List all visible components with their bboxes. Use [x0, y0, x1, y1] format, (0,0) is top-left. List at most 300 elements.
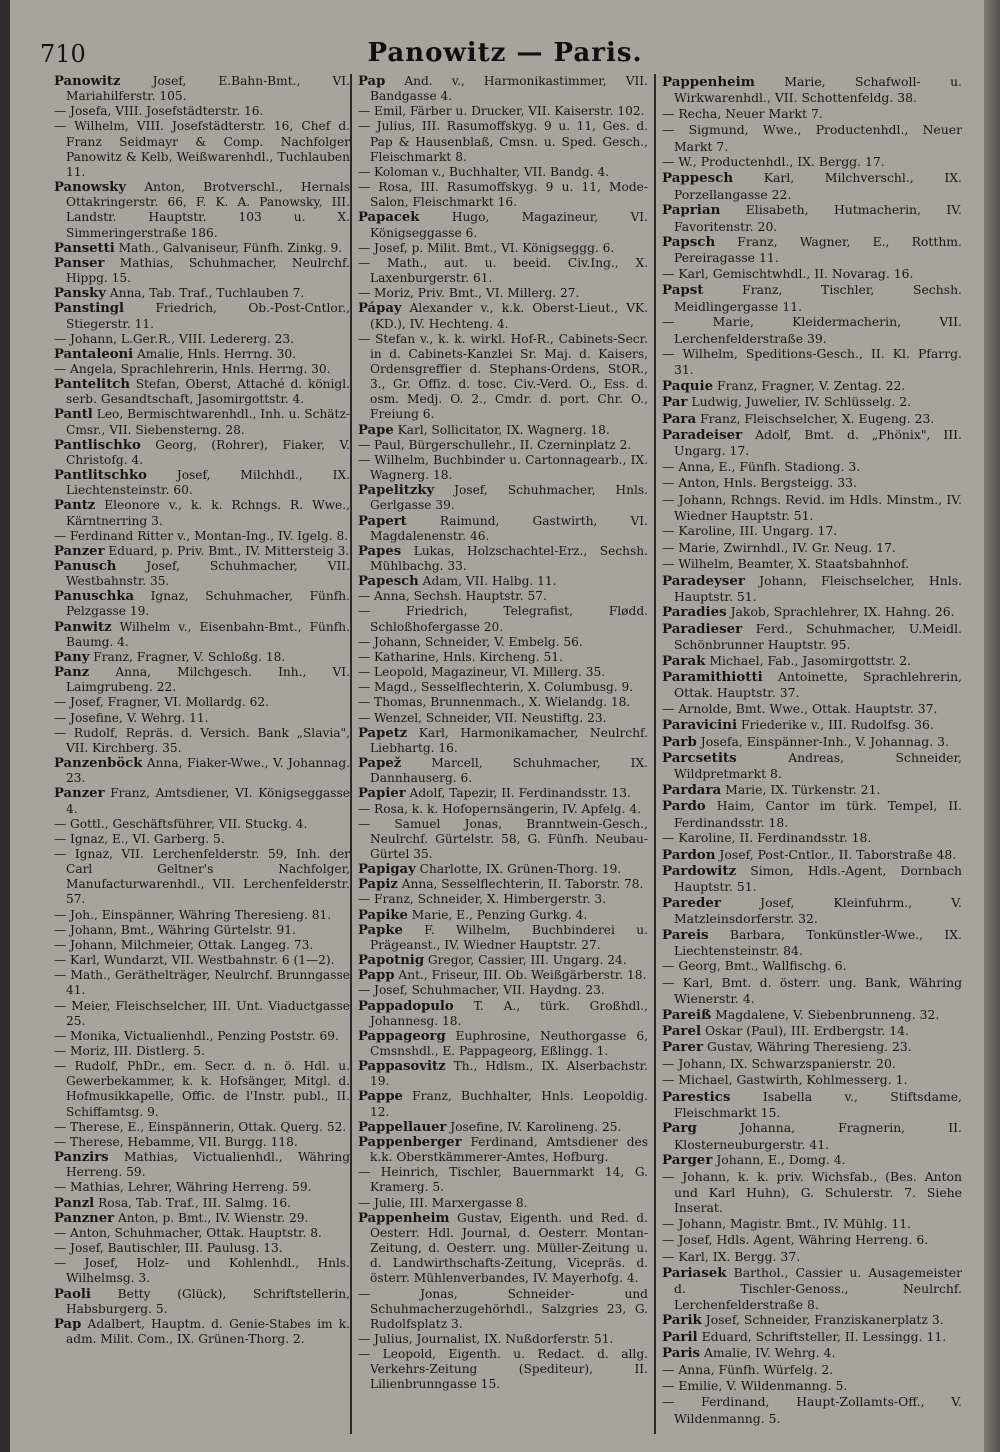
entry-details: Franz, Amtsdiener, VI. Königseggasse 4.: [66, 786, 350, 816]
entry-details: Marcell, Schuhmacher, IX. Dannhauserg. 6.: [370, 756, 648, 786]
entry-surname: Parer: [662, 1039, 704, 1056]
directory-entry: [54, 438, 350, 468]
directory-entry: [54, 726, 350, 756]
directory-entry: [358, 286, 648, 301]
entry-details: — Johann, L.Ger.R., VIII. Ledererg. 23.: [54, 331, 295, 346]
directory-entry: [54, 286, 350, 301]
entry-details: — Michael, Gastwirth, Kohlmesserg. 1.: [662, 1072, 908, 1088]
entry-details: Adolf, Tapezir, II. Ferdinandsstr. 13.: [405, 786, 631, 801]
directory-entry: [662, 1023, 962, 1039]
entry-details: Franz, Fragner, V. Schloßg. 18.: [89, 649, 286, 664]
directory-entry: [662, 266, 962, 282]
directory-entry: [662, 975, 962, 1007]
directory-entry: [54, 756, 350, 786]
entry-details: Barthol., Cassier u. Ausagemeister d. Tischler-Genoss., Neulrchf. Lerchenfelderstraße 8.: [674, 1265, 962, 1312]
entry-details: Josef, Kleinfuhrm., V. Matzleinsdorferstr. 32.: [674, 894, 962, 927]
entry-details: And. v., Harmonikastimmer, VII. Bandgasse 4.: [370, 74, 648, 104]
entry-surname: Panowitz: [54, 74, 121, 89]
directory-entry: [358, 483, 648, 513]
entry-details: Adolf, Bmt. d. „Phönix", III. Ungarg. 17.: [674, 426, 962, 459]
entry-surname: Pardowitz: [662, 862, 737, 879]
directory-entry: [662, 669, 962, 701]
entry-surname: Papike: [358, 907, 408, 923]
directory-entry: [662, 394, 962, 410]
directory-entry: [662, 798, 962, 830]
directory-entry: [358, 256, 648, 286]
entry-details: — Angela, Sprachlehrerin, Hnls. Herrng. 30.: [54, 361, 331, 376]
directory-entry: [54, 786, 350, 816]
entry-surname: Papes: [358, 543, 402, 559]
directory-entry: [358, 104, 648, 119]
entry-details: — Sigmund, Wwe., Productenhdl., Neuer Markt 7.: [662, 122, 962, 154]
entry-surname: Panwitz: [54, 619, 112, 635]
entry-details: Amalie, IV. Wehrg. 4.: [700, 1345, 836, 1361]
directory-entry: [358, 1029, 648, 1059]
entry-surname: Paris: [662, 1345, 701, 1362]
entry-surname: Pantlitschko: [54, 468, 147, 484]
directory-entry: [358, 680, 648, 695]
entry-details: Josefa, Einspänner-Inh., V. Johannag. 3.: [696, 733, 949, 749]
entry-details: Ludwig, Juwelier, IV. Schlüsselg. 2.: [687, 394, 912, 410]
directory-entry: [54, 1196, 350, 1211]
entry-details: — Karl, Wundarzt, VII. Westbahnstr. 6 (1—2).: [54, 953, 335, 968]
entry-surname: Panusch: [54, 559, 117, 574]
entry-details: Magdalene, V. Siebenbrunneng. 32.: [711, 1006, 940, 1022]
directory-entry: [662, 1329, 962, 1345]
entry-details: Marie, IX. Türkenstr. 21.: [721, 781, 881, 797]
entry-details: — Emil, Färber u. Drucker, VII. Kaiserstr. 102.: [358, 104, 645, 119]
directory-entry: [358, 650, 648, 665]
entry-details: Anton, Brotverschl., Hernals Ottakringerstr. 66, F. K. A. Panowsky, III. Landstr. Hauptstr. 103 u. X. Simmeringerstraße 186.: [66, 180, 350, 240]
directory-entry: [662, 1312, 962, 1328]
entry-details: Adam, VII. Halbg. 11.: [418, 574, 557, 589]
entry-surname: Papacek: [358, 210, 420, 226]
directory-entry: [358, 74, 648, 104]
entry-details: Franz, Tischler, Sechsh. Meidlingergasse 11.: [674, 282, 962, 314]
entry-details: Simon, Hdls.-Agent, Dornbach Hauptstr. 51.: [674, 862, 962, 895]
entry-details: — Moriz, Priv. Bmt., VI. Millerg. 27.: [358, 286, 580, 301]
entry-details: — W., Productenhdl., IX. Bergg. 17.: [662, 154, 885, 170]
directory-entry: [54, 650, 350, 665]
directory-entry: [662, 1394, 962, 1426]
entry-details: — Marie, Kleidermacherin, VII. Lerchenfelderstraße 39.: [662, 314, 962, 346]
entry-surname: Pariasek: [662, 1265, 727, 1282]
directory-entry: [662, 540, 962, 556]
entry-surname: Pappellauer: [358, 1119, 447, 1135]
directory-entry: [54, 908, 350, 923]
directory-entry: [358, 438, 648, 453]
entry-details: F. Wilhelm, Buchbinderei u. Prägeanst., IV. Wiedner Hauptstr. 27.: [370, 922, 648, 952]
entry-details: Jakob, Sprachlehrer, IX. Hahng. 26.: [726, 604, 955, 620]
entry-details: Wilhelm v., Eisenbahn-Bmt., Fünfh. Baumg. 4.: [66, 619, 350, 649]
directory-entry: [662, 604, 962, 620]
entry-details: — Jonas, Schneider- und Schuhmacherzugehörhdl., Salzgries 23, G. Rudolfsplatz 3.: [358, 1286, 648, 1331]
entry-details: — Koloman v., Buchhalter, VII. Bandg. 4.: [358, 164, 610, 179]
entry-details: — Johann, k. k. priv. Wichsfab., (Bes. Anton und Karl Huhn), G. Schulerstr. 7. Siehe Inserat.: [662, 1168, 962, 1216]
directory-entry: [358, 332, 648, 423]
directory-entry: [358, 756, 648, 786]
entry-details: Anna, Sesselflechterin, II. Taborstr. 78.: [397, 877, 644, 892]
directory-entry: [662, 1216, 962, 1232]
column-right: [654, 74, 962, 1434]
entry-details: Oskar (Paul), III. Erdbergstr. 14.: [701, 1022, 909, 1038]
directory-entry: [662, 1072, 962, 1088]
directory-entry: [358, 999, 648, 1029]
entry-details: — Marie, Zwirnhdl., IV. Gr. Neug. 17.: [662, 539, 896, 555]
directory-entry: [358, 983, 648, 998]
entry-surname: Paradeiser: [662, 426, 743, 443]
entry-details: Anna, Tab. Traf., Tuchlauben 7.: [105, 286, 305, 301]
entry-details: — Mathias, Lehrer, Währing Herreng. 59.: [54, 1180, 312, 1195]
entry-surname: Pappenheim: [358, 1210, 450, 1226]
entry-details: Isabella v., Stiftsdame, Fleischmarkt 15.: [674, 1088, 962, 1120]
entry-details: — Josef, Holz- und Kohlenhdl., Hnls. Wilhelmsg. 3.: [54, 1256, 350, 1286]
directory-entry: [54, 1256, 350, 1286]
directory-entry: [54, 1211, 350, 1226]
entry-surname: Pardara: [662, 781, 722, 798]
entry-surname: Parestics: [662, 1088, 731, 1105]
entry-surname: Panzner: [54, 1210, 115, 1226]
directory-entry: [358, 892, 648, 907]
entry-details: — Ignaz, VII. Lerchenfelderstr. 59, Inh. der Carl Geltner's Nachfolger, Manufacturwarenhdl., VII. Lerchenfelderstr. 57.: [54, 846, 350, 907]
directory-entry: [358, 1165, 648, 1195]
directory-entry: [358, 574, 648, 589]
directory-entry: [662, 717, 962, 733]
directory-entry: [662, 782, 962, 798]
entry-surname: Pap: [54, 1316, 82, 1332]
entry-details: — Wilhelm, Beamter, X. Staatsbahnhof.: [662, 556, 910, 572]
entry-surname: Parik: [662, 1312, 702, 1329]
directory-entry: [662, 927, 962, 959]
entry-details: Ferd., Schuhmacher, U.Meidl. Schönbrunner Hauptstr. 95.: [674, 620, 962, 653]
entry-details: — Josefa, VIII. Josefstädterstr. 16.: [54, 104, 264, 119]
entry-surname: Panstingl: [54, 301, 125, 317]
entry-details: — Therese, E., Einspännerin, Ottak. Querg. 52.: [54, 1119, 347, 1134]
entry-surname: Parcsetits: [662, 750, 737, 767]
entry-details: — Anna, Fünfh. Würfelg. 2.: [662, 1361, 834, 1377]
directory-entry: [54, 695, 350, 710]
entry-details: Barbara, Tonkünstler-Wwe., IX. Liechtensteinstr. 84.: [674, 926, 962, 958]
directory-entry: [54, 1029, 350, 1044]
entry-surname: Panzenböck: [54, 756, 143, 772]
entry-details: — Karoline, III. Ungarg. 17.: [662, 523, 838, 539]
entry-surname: Parb: [662, 733, 697, 750]
directory-entry: [358, 923, 648, 953]
directory-entry: [54, 256, 350, 286]
entry-surname: Pappadopulo: [358, 998, 454, 1014]
entry-surname: Pareiß: [662, 1006, 712, 1023]
entry-surname: Papotnig: [358, 953, 425, 969]
page-header: [40, 36, 970, 76]
directory-entry: [54, 74, 350, 104]
entry-details: Marie, Schafwoll- u. Wirkwarenhdl., VII. Schottenfeldg. 38.: [674, 74, 962, 106]
directory-entry: [54, 847, 350, 908]
directory-entry: [662, 1345, 962, 1361]
entry-details: — Julie, III. Marxergasse 8.: [358, 1195, 528, 1210]
directory-entry: [358, 953, 648, 968]
entry-details: Ignaz, Schuhmacher, Fünfh. Pelzgasse 19.: [66, 589, 350, 619]
entry-surname: Paradeyser: [662, 572, 745, 589]
entry-surname: Papsch: [662, 234, 716, 251]
entry-details: Hugo, Magazineur, VI. Königseggasse 6.: [370, 210, 648, 240]
directory-entry: [662, 459, 962, 475]
entry-details: Math., Galvaniseur, Fünfh. Zinkg. 9.: [114, 240, 343, 255]
entry-details: Josef, E.Bahn-Bmt., VI. Mariahilferstr. 105.: [66, 74, 350, 104]
directory-entry: [662, 1378, 962, 1394]
directory-entry: [662, 346, 962, 378]
directory-entry: [358, 1089, 648, 1119]
entry-surname: Paquie: [662, 377, 714, 394]
directory-entry: [662, 427, 962, 459]
entry-surname: Paprian: [662, 202, 721, 219]
directory-entry: [662, 701, 962, 717]
directory-entry: [54, 968, 350, 998]
directory-entry: [54, 665, 350, 695]
entry-surname: Pantelitch: [54, 377, 130, 393]
directory-entry: [54, 1059, 350, 1120]
entry-surname: Paoli: [54, 1286, 91, 1302]
entry-details: — Katharine, Hnls. Kircheng. 51.: [358, 649, 563, 664]
directory-entry: [662, 122, 962, 154]
directory-entry: [54, 1120, 350, 1135]
directory-entry: [358, 1211, 648, 1287]
directory-entry: [358, 695, 648, 710]
directory-entry: [662, 1089, 962, 1121]
entry-surname: Paravicini: [662, 717, 738, 734]
entry-details: Marie, E., Penzing Gurkg. 4.: [407, 907, 588, 922]
entry-details: Anton, p. Bmt., IV. Wienstr. 29.: [114, 1210, 309, 1225]
entry-surname: Parak: [662, 652, 706, 669]
directory-entry: [358, 165, 648, 180]
entry-details: — Johann, Bmt., Währing Gürtelstr. 91.: [54, 922, 296, 937]
entry-details: — Ferdinand Ritter v., Montan-Ing., IV. Igelg. 8.: [54, 528, 349, 543]
entry-details: Lukas, Holzschachtel-Erz., Sechsh. Mühlbachg. 33.: [370, 543, 648, 573]
directory-entry: [54, 1287, 350, 1317]
entry-surname: Pape: [358, 422, 394, 438]
entry-details: Stefan, Oberst, Attaché d. königl. serb. Gesandtschaft, Jasomirgottstr. 4.: [66, 377, 350, 407]
directory-entry: [662, 411, 962, 427]
entry-details: — Wilhelm, Speditions-Gesch., II. Kl. Pfarrg. 31.: [662, 345, 962, 378]
entry-details: — Leopold, Magazineur, VI. Millerg. 35.: [358, 665, 606, 680]
directory-entry: [54, 1044, 350, 1059]
entry-details: — Karl, IX. Bergg. 37.: [662, 1248, 801, 1264]
entry-details: — Paul, Bürgerschullehr., II. Czerninplatz 2.: [358, 437, 632, 452]
entry-details: — Emilie, V. Wildenmanng. 5.: [662, 1377, 848, 1393]
directory-entry: [662, 1169, 962, 1216]
directory-entry: [54, 104, 350, 119]
entry-details: — Math., aut. u. beeid. Civ.Ing., X. Laxenburgerstr. 61.: [358, 255, 648, 286]
entry-details: Elisabeth, Hutmacherin, IV. Favoritenstr. 20.: [674, 202, 962, 234]
entry-surname: Pantaleoni: [54, 346, 134, 362]
entry-details: — Joh., Einspänner, Währing Theresieng. 81.: [54, 907, 332, 922]
entry-surname: Pardon: [662, 846, 716, 863]
directory-entry: [662, 1232, 962, 1248]
directory-entry: [358, 1332, 648, 1347]
entry-details: — Gottl., Geschäftsführer, VII. Stuckg. 4.: [54, 816, 308, 831]
directory-entry: [54, 332, 350, 347]
entry-details: — Arnolde, Bmt. Wwe., Ottak. Hauptstr. 37.: [662, 700, 938, 716]
entry-surname: Pansetti: [54, 240, 115, 256]
directory-entry: [358, 210, 648, 240]
directory-entry: [662, 1265, 962, 1312]
entry-surname: Panz: [54, 665, 90, 681]
directory-entry: [662, 202, 962, 234]
entry-details: — Karl, Gemischtwhdl., II. Novarag. 16.: [662, 265, 914, 281]
entry-surname: Para: [662, 410, 697, 427]
entry-details: Th., Hdlsm., IX. Alserbachstr. 19.: [370, 1059, 648, 1089]
entry-details: Gustav, Eigenth. und Red. d. Oesterr. Hdl. Journal, d. Oesterr. Montan-Zeitung, d. Oesterr. ung. Müller-Zeitung u. d. Landwirthschafts-Zeitung, Vicepräs. d. österr. Mühlenverbandes, IV. Mayerhofg. 4.: [370, 1210, 648, 1286]
directory-entry: [662, 895, 962, 927]
directory-entry: [662, 1249, 962, 1265]
entry-details: Josef, Schuhmacher, VII. Westbahnstr. 35.: [66, 559, 350, 589]
directory-entry: [662, 492, 962, 524]
directory-entry: [54, 241, 350, 256]
directory-entry: [54, 1241, 350, 1256]
entry-surname: Panzer: [54, 786, 105, 802]
entry-details: — Franz, Schneider, X. Himbergerstr. 3.: [358, 892, 607, 907]
entry-details: Anna, Milchgesch. Inh., VI. Laimgrubeng. 22.: [66, 665, 350, 695]
entry-details: Mathias, Victualienhdl., Währing Herreng. 59.: [66, 1150, 350, 1180]
directory-entry: [662, 1056, 962, 1072]
directory-entry: [358, 635, 648, 650]
entry-surname: Papke: [358, 922, 403, 938]
entry-surname: Pappasovitz: [358, 1059, 446, 1075]
entry-details: — Leopold, Eigenth. u. Redact. d. allg. Verkehrs-Zeitung (Spediteur), II. Lilienbrunngasse 15.: [358, 1347, 648, 1392]
entry-details: Franz, Wagner, E., Rotthm. Pereiragasse 11.: [674, 234, 962, 266]
entry-details: Eleonore v., k. k. Rchngs. R. Wwe., Kärntnerring 3.: [66, 498, 350, 528]
entry-details: — Wenzel, Schneider, VII. Neustiftg. 23.: [358, 710, 607, 725]
entry-details: Leo, Bermischtwarenhdl., Inh. u. Schätz-Cmsr., VII. Siebensterng. 28.: [66, 407, 350, 437]
entry-details: — Meier, Fleischselcher, III. Unt. Viaductgasse 25.: [54, 998, 350, 1028]
directory-entry: [358, 1287, 648, 1332]
directory-entry: [662, 378, 962, 394]
directory-entry: [662, 106, 962, 122]
directory-entry: [54, 377, 350, 407]
directory-entry: [662, 653, 962, 669]
entry-details: Raimund, Gastwirth, VI. Magdalenenstr. 46.: [370, 513, 648, 543]
entry-surname: Parger: [662, 1152, 713, 1169]
entry-details: — Magd., Sesselflechterin, X. Columbusg. 9.: [358, 680, 634, 695]
entry-surname: Pardo: [662, 798, 706, 815]
entry-details: Alexander v., k.k. Oberst-Lieut., VK. (KD.), IV. Hechteng. 4.: [370, 301, 648, 331]
entry-details: Ferdinand, Amtsdiener des k.k. Oberstkämmerer-Amtes, Hofburg.: [370, 1134, 648, 1165]
entry-details: Josef, Post-Cntlor., II. Taborstraße 48.: [715, 846, 957, 862]
directory-entry: [358, 726, 648, 756]
directory-entry: [54, 999, 350, 1029]
directory-entry: [358, 908, 648, 923]
directory-entry: [54, 119, 350, 180]
directory-entry: [662, 1120, 962, 1152]
directory-entry: [358, 1196, 648, 1211]
entry-details: — Moriz, III. Distlerg. 5.: [54, 1044, 205, 1058]
column-middle: [350, 74, 648, 1434]
entry-details: Andreas, Schneider, Wildpretmarkt 8.: [674, 750, 962, 782]
directory-entry: [54, 347, 350, 362]
directory-entry: [358, 802, 648, 817]
entry-details: Johanna, Fragnerin, II. Klosterneuburgerstr. 41.: [674, 1120, 962, 1152]
entry-details: — Samuel Jonas, Branntwein-Gesch., Neulrchf. Gürtelstr. 58, G. Fünfh. Neubau-Gürtel 35.: [358, 816, 648, 861]
entry-details: Josef, Schneider, Franziskanerplatz 3.: [701, 1312, 944, 1328]
entry-surname: Pappenberger: [358, 1134, 462, 1150]
entry-details: — Anton, Hnls. Bergsteigg. 33.: [662, 475, 857, 491]
page-title: Panowitz — Paris.: [367, 38, 643, 68]
entry-surname: Paril: [662, 1328, 698, 1345]
directory-entry: [358, 589, 648, 604]
entry-surname: Papigay: [358, 862, 416, 878]
directory-entry: [54, 711, 350, 726]
entry-details: Karl, Sollicitator, IX. Wagnerg. 18.: [393, 422, 610, 437]
directory-entry: [54, 559, 350, 589]
directory-entry: [662, 847, 962, 863]
entry-details: Georg, (Rohrer), Fiaker, V. Christofg. 4.: [66, 437, 350, 467]
entry-surname: Pareder: [662, 894, 721, 911]
entry-details: Josefine, IV. Karolineng. 25.: [446, 1119, 622, 1134]
directory-entry: [358, 544, 648, 574]
entry-details: — Anna, Sechsh. Hauptstr. 57.: [358, 589, 547, 604]
directory-entry: [662, 734, 962, 750]
entry-details: — Recha, Neuer Markt 7.: [662, 105, 823, 121]
entry-surname: Panzirs: [54, 1150, 109, 1166]
directory-entry: [662, 1152, 962, 1168]
entry-details: — Thomas, Brunnenmach., X. Wielandg. 18.: [358, 695, 631, 710]
entry-details: Gustav, Währing Theresieng. 23.: [703, 1039, 912, 1055]
directory-entry: [358, 180, 648, 210]
entry-surname: Panzer: [54, 543, 105, 559]
entry-surname: Papelitzky: [358, 483, 435, 499]
entry-details: — Monika, Victualienhdl., Penzing Poststr. 69.: [54, 1028, 339, 1043]
directory-entry: [358, 711, 648, 726]
entry-surname: Parel: [662, 1022, 702, 1039]
entry-surname: Par: [662, 394, 688, 411]
entry-details: — Therese, Hebamme, VII. Burgg. 118.: [54, 1134, 298, 1149]
entry-details: — Georg, Bmt., Wallfischg. 6.: [662, 958, 847, 974]
entry-details: — Ferdinand, Haupt-Zollamts-Off., V. Wildenmanng. 5.: [662, 1394, 962, 1426]
entry-surname: Pareis: [662, 926, 709, 943]
entry-details: — Johann, Milchmeier, Ottak. Langeg. 73.: [54, 937, 314, 952]
directory-entry: [662, 74, 962, 106]
directory-entry: [662, 1362, 962, 1378]
directory-entry: [662, 1007, 962, 1023]
entry-surname: Papetz: [358, 725, 408, 741]
directory-entry: [358, 604, 648, 634]
entry-surname: Pantl: [54, 407, 93, 423]
directory-entry: [358, 1120, 648, 1135]
directory-entry: [358, 968, 648, 983]
directory-entry: [54, 362, 350, 377]
entry-surname: Parg: [662, 1120, 697, 1137]
directory-entry: [54, 1226, 350, 1241]
entry-details: Antoinette, Sprachlehrerin, Ottak. Hauptstr. 37.: [674, 669, 962, 701]
entry-details: Johann, E., Domg. 4.: [712, 1152, 846, 1168]
directory-entry: [54, 180, 350, 241]
directory-entry: [662, 573, 962, 605]
entry-surname: Panuschka: [54, 589, 135, 605]
directory-entry: [358, 301, 648, 331]
entry-details: — Wilhelm, Buchbinder u. Cartonnagearb., IX. Wagnerg. 18.: [358, 452, 648, 483]
directory-entry: [54, 589, 350, 619]
directory-entry: [358, 423, 648, 438]
entry-surname: Panser: [54, 255, 105, 271]
entry-details: — Josefine, V. Wehrg. 11.: [54, 710, 209, 725]
entry-details: Ant., Friseur, III. Ob. Weißgärberstr. 18.: [394, 968, 647, 983]
entry-details: Haim, Cantor im türk. Tempel, II. Ferdinandsstr. 18.: [674, 798, 962, 830]
entry-details: Franz, Buchhalter, Hnls. Leopoldig. 12.: [370, 1089, 648, 1119]
directory-entry: [54, 544, 350, 559]
entry-details: — Karl, Bmt. d. österr. ung. Bank, Währing Wienerstr. 4.: [662, 974, 962, 1007]
page-number: 710: [40, 40, 86, 68]
entry-details: Friederike v., III. Rudolfsg. 36.: [737, 717, 934, 733]
entry-details: Franz, Fragner, V. Zentag. 22.: [713, 377, 906, 393]
